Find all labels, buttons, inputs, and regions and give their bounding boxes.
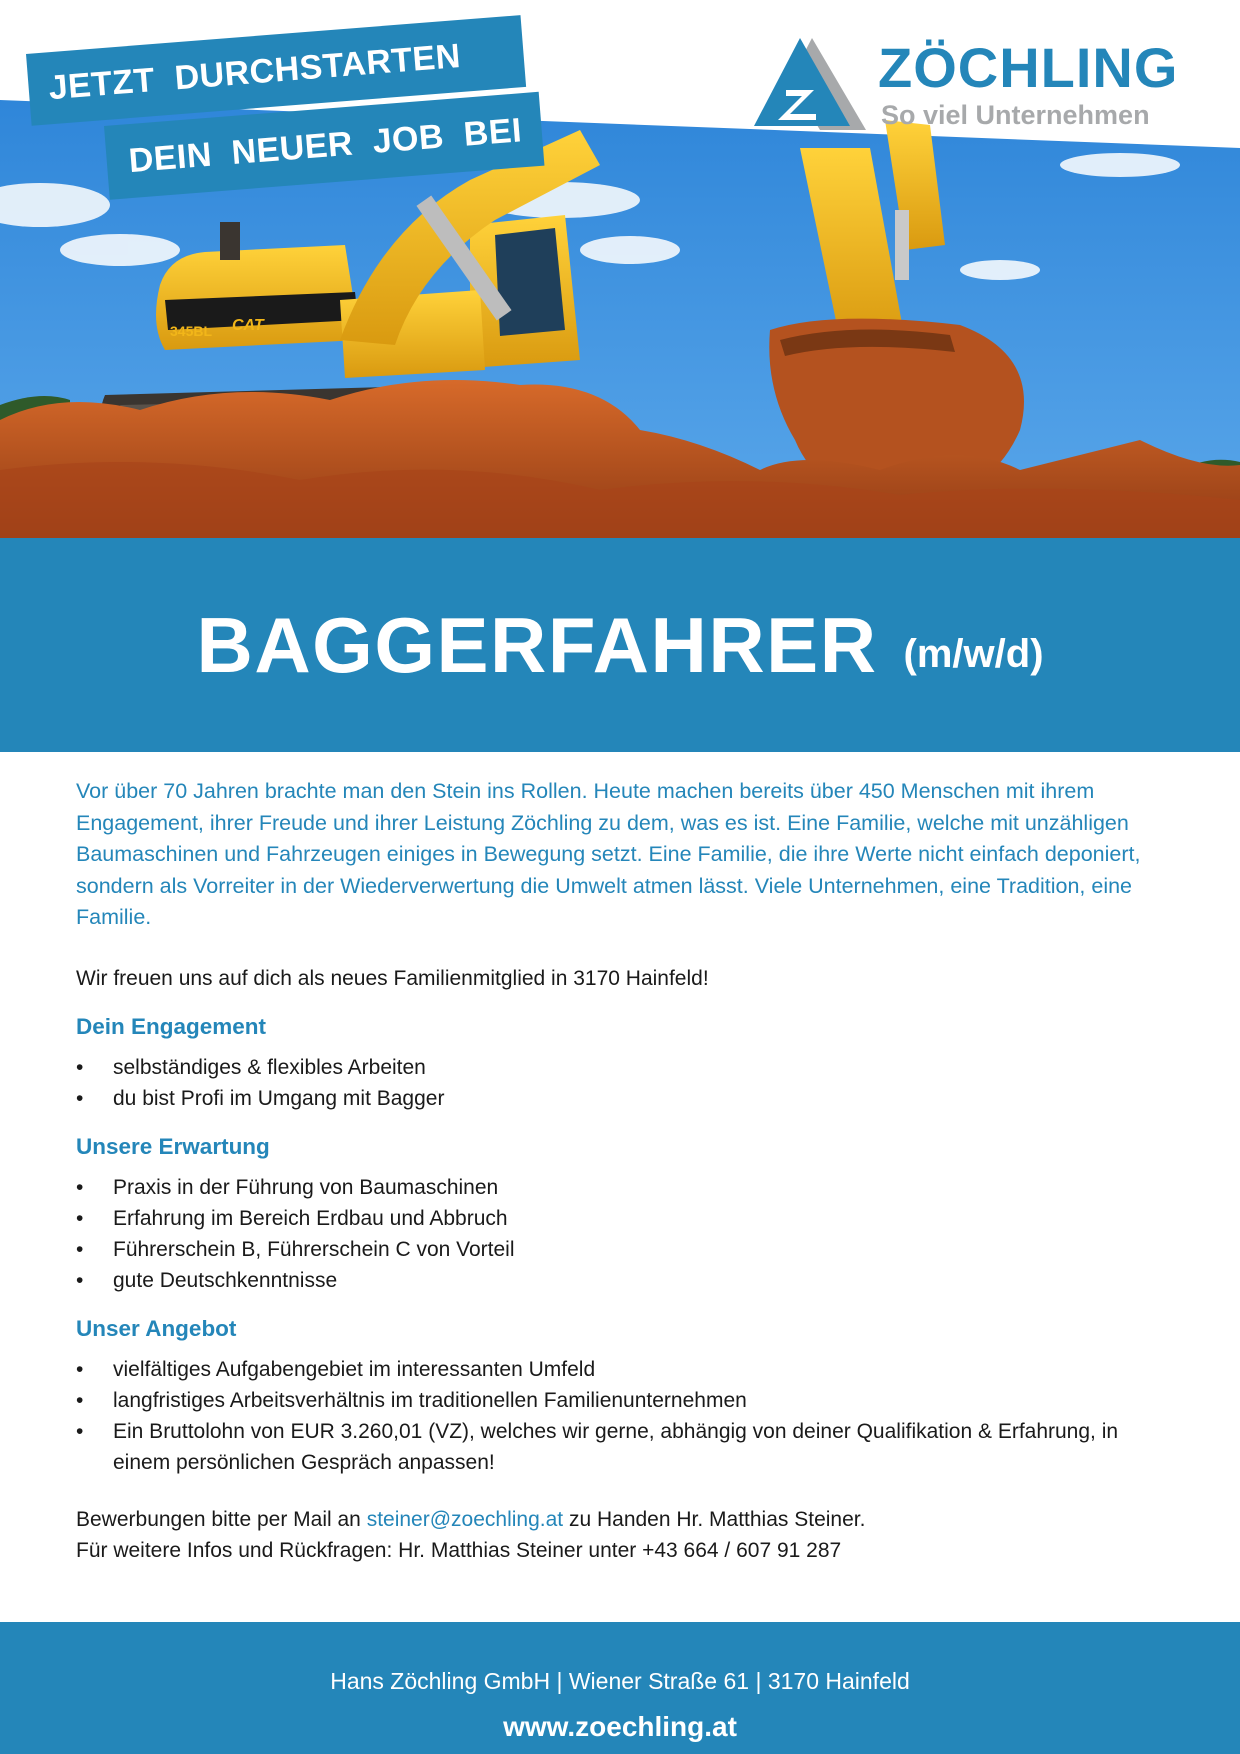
application-prefix: Bewerbungen bitte per Mail an xyxy=(76,1507,367,1531)
list-unser-angebot xyxy=(76,1354,1176,1478)
heading-dein-engagement: Dein Engagement xyxy=(76,1013,267,1039)
welcome-line: Wir freuen uns auf dich als neues Familienmitglied in 3170 Hainfeld! xyxy=(76,966,709,990)
list-item: • vielfältiges Aufgabengebiet im interessanten Umfeld xyxy=(76,1354,1176,1385)
application-line xyxy=(76,1504,1176,1535)
list-item: • Ein Bruttolohn von EUR 3.260,01 (VZ), welches wir gerne, abhängig von deiner Qualifikation & Erfahrung, in einem persönlichen Gespräch anpassen! xyxy=(76,1416,1176,1478)
excavator-brand-label: CAT xyxy=(232,317,264,334)
website-link[interactable]: www.zoechling.at xyxy=(503,1711,737,1742)
excavator-model-label: 345BL xyxy=(170,323,213,339)
info-line: Für weitere Infos und Rückfragen: Hr. Matthias Steiner unter +43 664 / 607 91 287 xyxy=(76,1538,842,1562)
list-item: • Führerschein B, Führerschein C von Vorteil xyxy=(76,1234,1176,1265)
application-suffix: zu Handen Hr. Matthias Steiner. xyxy=(563,1507,866,1531)
hero-section xyxy=(0,0,1240,538)
logo-name: ZÖCHLING xyxy=(878,36,1179,99)
footer xyxy=(0,1622,1240,1754)
company-intro-paragraph: Vor über 70 Jahren brachte man den Stein ins Rollen. Heute machen bereits über 450 Menschen mit ihrem Engagement, ihrer Freude und ihrer Leistung Zöchling zu dem, was es ist. Eine Familie, welche mit unzähligen Baumaschinen und Fahrzeugen einiges in Bewegung setzt. Eine Familie, die ihre Werte nicht einfach deponiert, sondern als Vorreiter in der Wiederverwertung die Umwelt atmen lässt. Viele Unternehmen, eine Tradition, eine Familie. xyxy=(76,779,1141,929)
job-title-gender-suffix: (m/w/d) xyxy=(903,631,1044,676)
company-address: Hans Zöchling GmbH | Wiener Straße 61 | 3170 Hainfeld xyxy=(330,1668,910,1694)
job-title-band xyxy=(0,538,1240,752)
logo-slogan: So viel Unternehmen xyxy=(881,100,1150,130)
job-description xyxy=(76,776,1176,1566)
list-item: • Erfahrung im Bereich Erdbau und Abbruch xyxy=(76,1203,1176,1234)
list-item: • selbständiges & flexibles Arbeiten xyxy=(76,1052,1176,1083)
list-item: • Praxis in der Führung von Baumaschinen xyxy=(76,1172,1176,1203)
list-dein-engagement xyxy=(76,1052,1176,1114)
logo-triangle-icon xyxy=(750,34,866,130)
heading-unsere-erwartung: Unsere Erwartung xyxy=(76,1133,270,1159)
list-item: • langfristiges Arbeitsverhältnis im traditionellen Familienunternehmen xyxy=(76,1385,1176,1416)
list-item: • gute Deutschkenntnisse xyxy=(76,1265,1176,1296)
contact-block xyxy=(76,1504,1176,1566)
banner-line-1-text: JETZT DURCHSTARTEN xyxy=(47,36,463,107)
banner-line-2-text: DEIN NEUER JOB BEI xyxy=(127,110,524,180)
email-link[interactable]: steiner@zoechling.at xyxy=(366,1507,564,1531)
list-unsere-erwartung xyxy=(76,1172,1176,1296)
company-logo[interactable] xyxy=(750,34,1190,134)
job-title: BAGGERFAHRER xyxy=(196,600,878,689)
list-item: • du bist Profi im Umgang mit Bagger xyxy=(76,1083,1176,1114)
heading-unser-angebot: Unser Angebot xyxy=(76,1315,237,1341)
